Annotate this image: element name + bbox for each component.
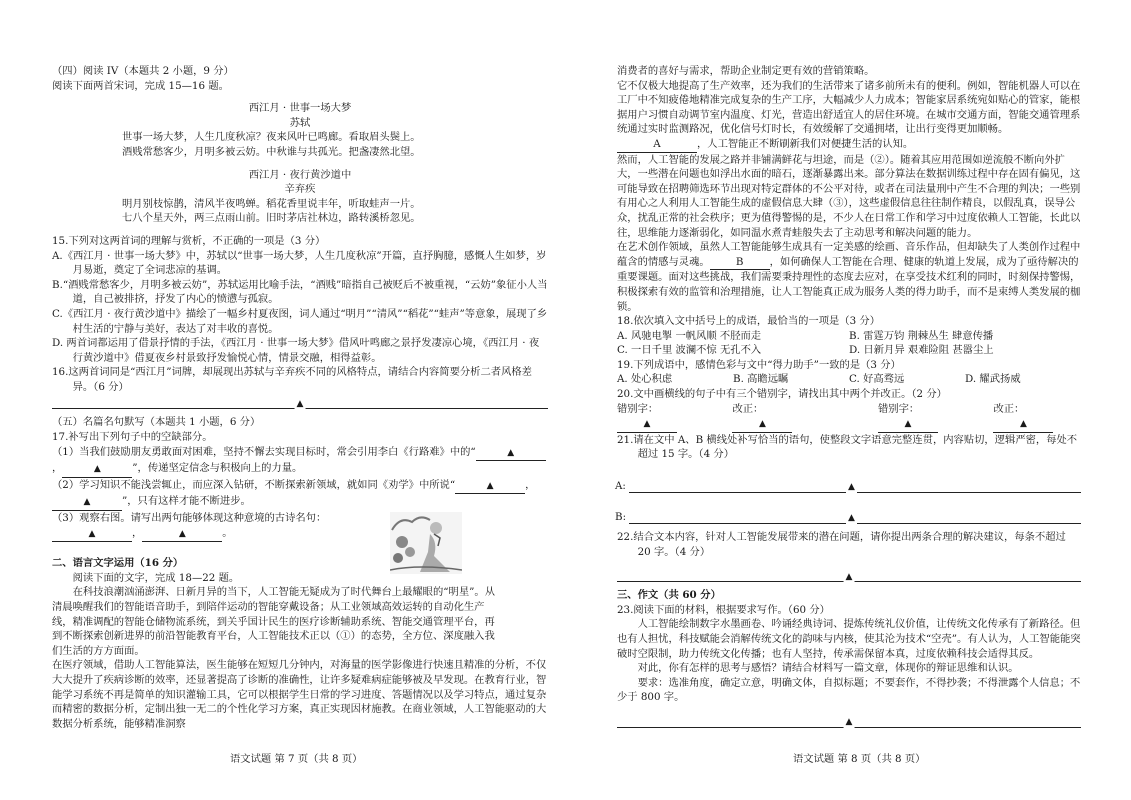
q15-option-a: A.《西江月 · 世事一场大梦》中，苏轼以“世事一场大梦，人生几度秋凉”开篇，直抒胸臆，感慨人生如梦，岁月易逝，奠定了全词悲凉的基调。 [52,249,547,277]
passage-paragraph: 消费者的喜好与需求，帮助企业制定更有效的营销策略。 [617,65,875,77]
blank-a[interactable]: A [617,137,697,153]
q18-option-c[interactable]: C. 一日千里 波澜不惊 无孔不入 [617,344,762,357]
answer-marker-icon: ▲ [83,497,91,508]
blank[interactable] [52,494,122,511]
question-17: 17.补写出下列句子中的空缺部分。 [52,431,213,444]
right-page [617,64,1081,734]
q15-option-d: D. 两首词都运用了借景抒情的手法，《西江月 · 世事一场大梦》借风叶鸣廊之景抒发凄凉心境，《西江月 · 夜行黄沙道中》借夏夜乡村景致抒发愉悦心情，情景交融，相得益彰。 [52,337,540,364]
q18-option-d[interactable]: D. 日新月异 艰难险阻 甚嚣尘上 [849,344,994,357]
blank[interactable] [52,526,132,543]
poem2-line: 七八个星天外，两三点雨山前。旧时茅店社林边，路转溪桥忽见。 [122,212,421,225]
q17-item-2: （2）学习知识不能浅尝辄止，而应深入钻研，不断探索新领域，就如同《劝学》中所说“ ▲ ，▲ ”，只有这样才能不断进步。 [52,478,548,511]
answer-line[interactable] [617,715,1081,728]
page-footer: 语文试题 第 7 页（共 8 页） [230,753,363,765]
q17-item-3: （3）观察右图。请写出两句能够体现这种意境的古诗名句：▲ ， ▲ 。 [52,511,392,542]
q19-option-b[interactable]: B. 高瞻远瞩 [733,373,789,386]
passage-paragraph: 在科技浪潮汹涌澎湃、日新月异的当下，人工智能无疑成为了时代舞台上最耀眼的“明星”。从清晨唤醒我们的智能语音助手，到陪伴运动的智能穿戴设备；从工业领域高效运转的自动化生产线，精准调配的智能仓储物流系统，到关乎国计民生的医疗诊断辅助系统、智能交通管理平台，再到不断探索创新进界的前沿智能教育平台，人工智能技术正以（①）的态势，全方位、深度融入我们生活的方方面面。 [52,586,495,657]
essay-requirements: 要求：选准角度，确定立意，明确文体，自拟标题；不要套作，不得抄袭；不得泄露个人信息；不少于 800 字。 [617,676,1081,704]
q15-option-c: C.《西江月 · 夜行黄沙道中》描绘了一幅乡村夏夜图，词人通过“明月”“清风”“稻花”“蛙声”等意象，展现了乡村生活的宁静与美好，表达了对丰收的喜悦。 [52,307,548,335]
answer-marker-icon: ▲ [486,480,494,491]
poem1-line: 世事一场大梦，人生几度秋凉？夜来风叶已鸣廊。看取眉头鬓上。 [122,131,421,144]
blank[interactable] [476,445,546,462]
section4-intro: 阅读下面两首宋词，完成 15—16 题。 [52,79,229,92]
question-21: 21.请在文中 A、B 横线处补写恰当的语句，使整段文字语意完整连贯，内容贴切，逻辑严密，每处不超过 15 字。（4 分） [617,433,1078,461]
poem2-line: 明月别枝惊鹊，清风半夜鸣蝉。稻花香里说丰年，听取蛙声一片。 [122,197,421,210]
blank[interactable] [142,526,222,543]
left-page [52,64,548,731]
poem1-title: 西江月 · 世事一场大梦 [248,102,352,115]
answer-marker-icon: ▲ [846,511,857,526]
question-16: 16.这两首词同是“西江月”词牌，却展现出苏轼与辛弃疾不同的风格特点，请结合内容简要分析二者风格差异。（6 分） [52,366,532,393]
answer-marker-icon: ▲ [93,464,101,475]
page-footer: 语文试题 第 8 页（共 8 页） [793,753,926,765]
blank[interactable] [62,461,132,478]
blank[interactable] [455,478,525,495]
question-19: 19.下列成语中，感情色彩与文中“得力助手”一致的是（3 分） [617,358,901,371]
q17-item-1: （1）当我们鼓励朋友勇敢面对困难，坚持不懈去实现目标时，常会引用李白《行路难》中的“ ▲， ▲ ”，传递坚定信念与积极向上的力量。 [52,445,548,478]
q20-answer-row: 错别字：▲ 改正：▲ 错别字：▲ 改正：▲ [617,402,1081,433]
section2-title: 二、语言文字运用（16 分） [52,557,184,570]
q19-options [617,372,1081,387]
poem2-title: 西江月 · 夜行黄沙道中 [248,168,352,181]
ink-painting-image [390,512,462,574]
passage-paragraph: 然而，人工智能的发展之路并非铺满鲜花与坦途，而是（②）。随着其应用范围如逆流般不断向外扩大，一些潜在问题也如浮出水面的暗石，逐渐暴露出来。部分算法在数据训练过程中存在固有偏见，这可能导致在招聘筛选环节出现对特定群体的不公平对待，或者在司法量刑中产生不合理的判决；一些别有用心之人利用人工智能生成的虚假信息大肆（③），这些虚假信息往往制作精良，以假乱真，误导公众，扰乱正常的社会秩序；更为值得警惕的是，不少人在日常工作和学习中过度依赖人工智能，长此以往，思维能力逐渐弱化，如同温水煮青蛙般失去了主动思考和解决问题的能力。 [617,153,1081,239]
question-23: 23.阅读下面的材料，根据要求写作。（60 分） [617,603,830,616]
passage-paragraph: 它不仅极大地提高了生产效率，还为我们的生活带来了诸多前所未有的便利。例如，智能机器人可以在工厂中不知疲倦地精准完成复杂的生产工序，大幅减少人力成本；智能家居系统宛如贴心的管家，能根据用户习惯自动调节室内温度、灯光，营造出舒适宜人的居住环境。在城市交通方面，智能交通管理系统通过实时监测路况，优化信号灯时长，有效缓解了交通拥堵，让出行变得更加顺畅。A ，人工智能正不断刷新我们对便捷生活的认知。 [617,79,1081,153]
answer-marker-icon: ▲ [1019,419,1027,430]
q19-option-c[interactable]: C. 好高骛远 [849,373,905,386]
passage-paragraph: 在艺术创作领域，虽然人工智能能够生成具有一定美感的绘画、音乐作品，但却缺失了人类创作过程中蕴含的情感与灵魂。 B ，如何确保人工智能在合理、健康的轨道上发展，成为了亟待解决的重要课题。面对这些挑战，我们需要秉持理性的态度去应对，在享受技术红利的同时，时刻保持警惕，积极探索有效的监管和治理措施，让人工智能真正成为服务人类的得力助手，而不是束缚人类发展的枷锁。 [617,241,1081,313]
answer-marker-icon: ▲ [295,397,306,412]
fix-blank[interactable] [993,416,1053,433]
answer-marker-icon: ▲ [643,419,651,430]
answer-marker-icon: ▲ [846,480,857,495]
passage-paragraph: 在医疗领域，借助人工智能算法，医生能够在短短几分钟内，对海量的医学影像进行快速且精准的分析，不仅大大提升了疾病诊断的效率，还显著提高了诊断的准确性，让许多疑难病症能够被及早发现。在教育行业，智能学习系统不再是简单的知识灌输工具，它可以根据学生日常的学习进度、答题情况以及学习特点，通过复杂而精密的数据分析，定制出独一无二的个性化学习方案，真正实现因材施教。在商业领域，人工智能驱动的大数据分析系统，能够精准洞察 [52,659,547,730]
answer-marker-icon: ▲ [178,528,186,539]
question-22: 22.结合文本内容，针对人工智能发展带来的潜在问题，请你提出两条合理的解决建议，每条不超过 20 字。（4 分） [617,531,1066,558]
answer-marker-icon: ▲ [844,570,855,585]
answer-marker-icon: ▲ [88,528,96,539]
q19-option-d[interactable]: D. 耀武扬威 [965,373,1021,386]
answer-marker-icon: ▲ [507,447,515,458]
q18-options [617,343,1081,358]
answer-marker-icon: ▲ [844,715,855,730]
fix-blank[interactable] [732,416,792,433]
essay-prompt: 对此，你有怎样的思考与感悟？请结合材料写一篇文章，体现你的辩证思维和认识。 [637,662,1019,675]
q15-option-b: B.“酒贱常愁客少，月明多被云妨”，苏轼运用比喻手法，“酒贱”暗指自己被贬后不被重视，“云妨”象征小人当道，自己被排挤，抒发了内心的愤懑与孤寂。 [52,278,548,306]
q18-option-b[interactable]: B. 雷霆万钧 荆棘丛生 肆意传播 [849,329,994,342]
section2-intro: 阅读下面的文字，完成 18—22 题。 [72,571,240,584]
typo-blank[interactable] [617,416,677,433]
answer-marker-icon: ▲ [904,419,912,430]
poem1-author: 苏轼 [289,116,311,129]
q21-answer-a[interactable]: A: ▲ [629,478,1081,493]
typo-blank[interactable] [878,416,938,433]
answer-line[interactable] [617,569,1081,582]
essay-material: 人工智能绘制数字水墨画卷、吟诵经典诗词、提炼传统礼仪价值，让传统文化传承有了新路径。但也有人担忧，科技赋能会消解传统文化的韵味与内核，使其沦为技术“空壳”。有人认为，人工智能能突破时空限制，助力传统文化传播；也有人坚持，传承需保留本真，过度依赖科技会适得其反。 [617,618,1081,660]
q18-options [617,329,1081,344]
q19-option-a[interactable]: A. 处心积虑 [617,373,673,386]
section5-title: （五）名篇名句默写（本题共 1 小题，6 分） [52,416,261,429]
answer-line[interactable] [52,396,548,409]
poem2-author: 辛弃疾 [284,183,316,196]
q21-answer-b[interactable]: B: ▲ [629,509,1081,524]
q18-option-a[interactable]: A. 风驰电掣 一帆风顺 不胫而走 [617,329,762,342]
question-20: 20.文中画横线的句子中有三个错别字，请找出其中两个并改正。（2 分） [617,388,947,401]
section4-title: （四）阅读 IV（本题共 2 小题，9 分） [52,65,234,77]
question-18: 18.依次填入文中括号上的成语，最恰当的一项是（3 分） [617,315,881,328]
question-15: 15.下列对这两首词的理解与赏析，不正确的一项是（3 分） [52,234,326,247]
section3-title: 三、作文（共 60 分） [617,589,721,602]
answer-marker-icon: ▲ [758,419,766,430]
blank-b[interactable]: B [710,255,770,271]
poem1-line: 酒贱常愁客少，月明多被云妨。中秋谁与共孤光。把盏凄然北望。 [122,145,421,158]
